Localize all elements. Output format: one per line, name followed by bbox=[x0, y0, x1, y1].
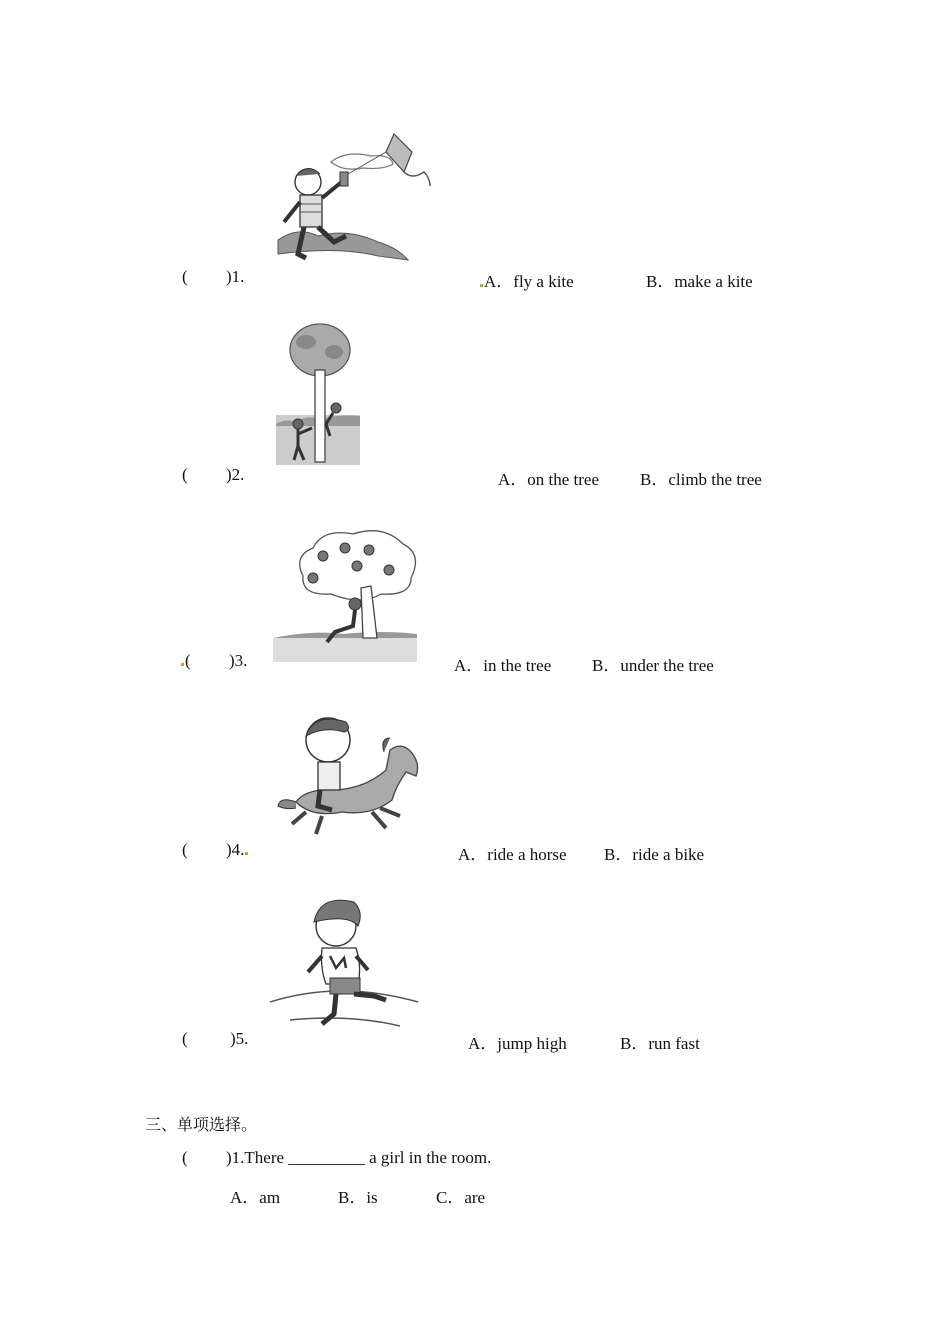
kite-boy-picture bbox=[276, 132, 436, 272]
q3-option-b[interactable]: B．under the tree bbox=[592, 656, 714, 675]
marker-dot bbox=[480, 284, 483, 287]
q2-number: )2. bbox=[226, 465, 245, 484]
q5-option-b[interactable]: B．run fast bbox=[620, 1034, 700, 1053]
q3-answer-blank[interactable] bbox=[194, 651, 226, 671]
q3-paren-open bbox=[180, 651, 191, 671]
s3-q1-stem bbox=[226, 1148, 491, 1168]
s3-q1-paren-open: ( bbox=[182, 1148, 188, 1167]
s3-q1-stem-end: a girl in the room. bbox=[364, 1148, 492, 1167]
q1-answer-blank[interactable] bbox=[192, 267, 224, 287]
q4-option-b[interactable]: B．ride a bike bbox=[604, 845, 705, 864]
q5-paren-open: ( bbox=[182, 1029, 188, 1048]
s3-q1-option-a[interactable]: A．am bbox=[230, 1188, 281, 1207]
climbing-tree-picture bbox=[276, 320, 364, 466]
q1-option-a[interactable] bbox=[479, 267, 574, 292]
q1-option-b[interactable]: B．make a kite bbox=[646, 272, 753, 291]
q5-option-a[interactable]: A．jump high bbox=[468, 1034, 567, 1053]
q2-option-a[interactable]: A．on the tree bbox=[498, 470, 600, 489]
s3-q1-option-c[interactable]: C．are bbox=[436, 1188, 486, 1207]
q5-answer-blank[interactable] bbox=[192, 1029, 228, 1049]
s3-q1-answer-blank[interactable] bbox=[192, 1148, 224, 1168]
running-boy-picture bbox=[270, 896, 422, 1036]
q2-option-b[interactable]: B．climb the tree bbox=[640, 470, 762, 489]
section-3-heading: 三、单项选择。 bbox=[145, 1115, 258, 1134]
q4-answer-blank[interactable] bbox=[192, 840, 224, 860]
q3-number: )3. bbox=[229, 651, 248, 670]
q1-number: )1. bbox=[226, 267, 245, 286]
horse-riding-picture bbox=[276, 712, 420, 844]
q1-option-a-text: A．fly a kite bbox=[484, 272, 574, 291]
q4-number-text: )4. bbox=[226, 840, 245, 859]
q1-paren-open: ( bbox=[182, 267, 188, 286]
q5-number: )5. bbox=[230, 1029, 249, 1048]
apple-tree-picture bbox=[273, 526, 419, 664]
q4-option-a[interactable]: A．ride a horse bbox=[458, 845, 567, 864]
q4-number bbox=[226, 840, 249, 860]
marker-dot bbox=[181, 663, 184, 666]
s3-q1-stem-start: )1.There bbox=[226, 1148, 289, 1167]
s3-q1-option-b[interactable]: B．is bbox=[338, 1188, 378, 1207]
q2-paren-open: ( bbox=[182, 465, 188, 484]
marker-dot bbox=[245, 852, 248, 855]
q2-answer-blank[interactable] bbox=[192, 465, 224, 485]
q4-paren-open: ( bbox=[182, 840, 188, 859]
q3-option-a[interactable]: A．in the tree bbox=[454, 656, 552, 675]
q3-paren-text: ( bbox=[185, 651, 191, 670]
s3-q1-fill-blank[interactable]: _________ bbox=[288, 1148, 365, 1167]
